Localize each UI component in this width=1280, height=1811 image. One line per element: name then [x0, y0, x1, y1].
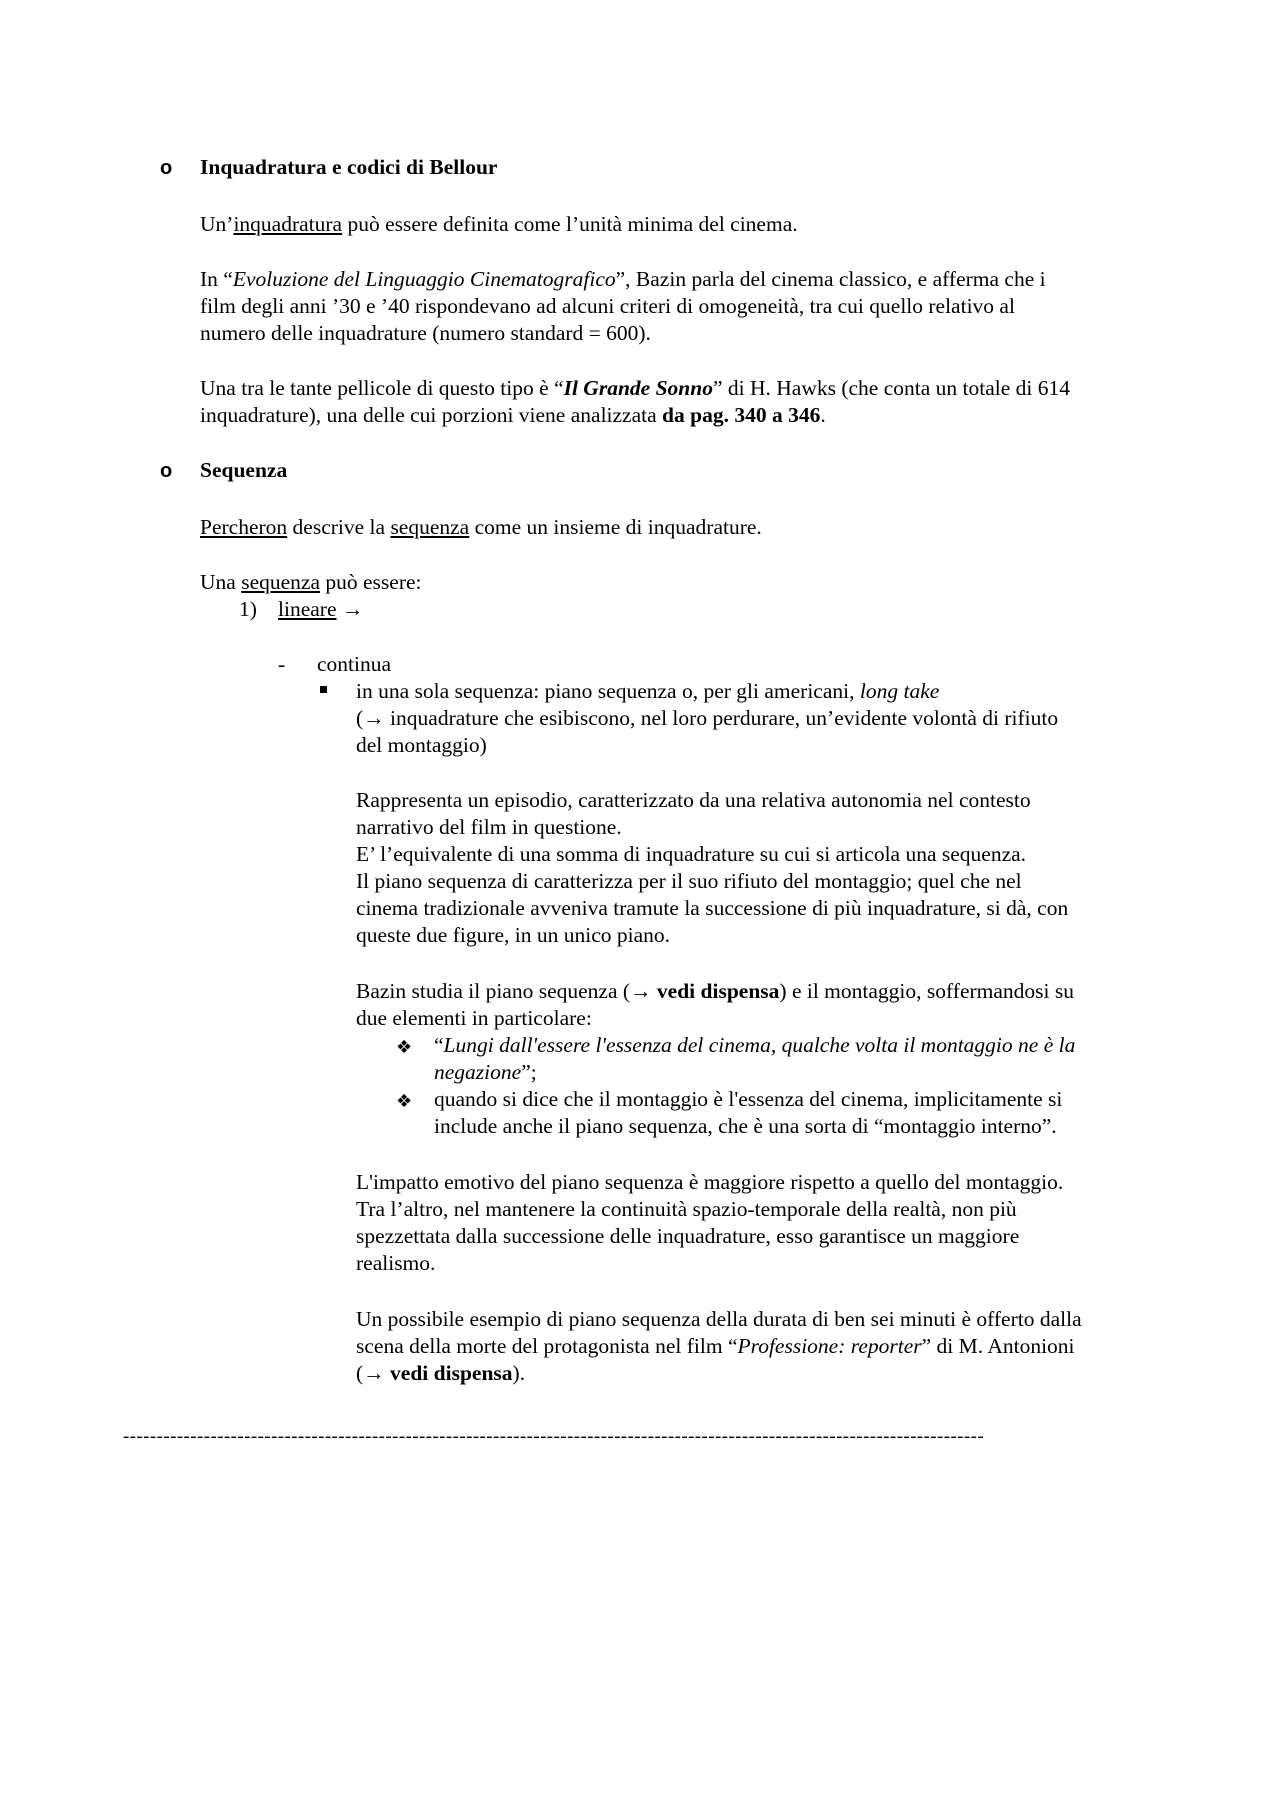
square-bullet-icon [320, 686, 327, 693]
dash-item-continua: continua [317, 652, 392, 676]
diamond-item-2-line-2: include anche il piano sequenza, che è una sorta di “montaggio interno”. [434, 1114, 1057, 1138]
paragraph-percheron: Percheron descrive la sequenza come un insieme di inquadrature. [200, 515, 762, 539]
numbered-item-number: 1) [239, 597, 257, 621]
para-d-line-3: (→ vedi dispensa). [356, 1361, 526, 1385]
diamond-item-2-line-1: quando si dice che il montaggio è l'essenza del cinema, implicitamente si [434, 1087, 1063, 1111]
para-c-line: Tra l’altro, nel mantenere la continuità spazio-temporale della realtà, non più [356, 1197, 1017, 1221]
dash-marker: - [278, 652, 286, 676]
para-c-line: spezzettata dalla successione delle inquadrature, esso garantisce un maggiore [356, 1224, 1020, 1248]
paragraph-bazin-line-1: In “Evoluzione del Linguaggio Cinematografico”, Bazin parla del cinema classico, e afferma che i [200, 267, 1046, 291]
paragraph-grande-sonno-line-1: Una tra le tante pellicole di questo tipo è “Il Grande Sonno” di H. Hawks (che conta un totale di 614 [200, 376, 1070, 400]
para-d-line-2: scena della morte del protagonista nel film “Professione: reporter” di M. Antonioni [356, 1334, 1075, 1358]
list-marker: o [160, 460, 173, 482]
diamond-bullet-icon: ❖ [396, 1091, 413, 1112]
arrow-right-icon: → [363, 1361, 385, 1385]
paragraph-bazin-line-3: numero delle inquadrature (numero standard = 600). [200, 321, 651, 345]
arrow-right-icon: → [341, 597, 364, 621]
paragraph-grande-sonno-line-2: inquadrature), una delle cui porzioni viene analizzata da pag. 340 a 346. [200, 403, 826, 427]
para-a-line: queste due figure, in un unico piano. [356, 923, 671, 947]
arrow-right-icon: → [363, 706, 385, 730]
para-c-line: realismo. [356, 1251, 436, 1275]
diamond-item-1-line-1: “Lungi dall'essere l'essenza del cinema, qualche volta il montaggio ne è la [434, 1033, 1076, 1057]
sub-item-line-2: (→ inquadrature che esibiscono, nel loro perdurare, un’evidente volontà di rifiuto [356, 706, 1059, 730]
para-a-line: narrativo del film in questione. [356, 815, 622, 839]
para-a-line: E’ l’equivalente di una somma di inquadrature su cui si articola una sequenza. [356, 842, 1027, 866]
para-d-line-1: Un possibile esempio di piano sequenza della durata di ben sei minuti è offerto dalla [356, 1307, 1082, 1331]
para-a-line: Il piano sequenza di caratterizza per il suo rifiuto del montaggio; quel che nel [356, 869, 1022, 893]
sub-item-line-1: in una sola sequenza: piano sequenza o, per gli americani, long take [356, 679, 940, 703]
para-b-line-1: Bazin studia il piano sequenza (→ vedi dispensa) e il montaggio, soffermandosi su [356, 979, 1074, 1003]
arrow-right-icon: → [630, 979, 652, 1003]
para-a-line: Rappresenta un episodio, caratterizzato da una relativa autonomia nel contesto [356, 788, 1031, 812]
list-marker: o [160, 157, 173, 179]
diamond-item-1-line-2: negazione”; [434, 1060, 537, 1084]
paragraph-bazin-line-2: film degli anni ’30 e ’40 rispondevano ad alcuni criteri di omogeneità, tra cui quello relativo al [200, 294, 1015, 318]
numbered-item-lineare: lineare → [278, 597, 364, 621]
section-heading-inquadratura: Inquadratura e codici di Bellour [200, 155, 498, 179]
paragraph-inquadratura-definition: Un’inquadratura può essere definita come l’unità minima del cinema. [200, 212, 798, 236]
diamond-bullet-icon: ❖ [396, 1037, 413, 1058]
para-a-line: cinema tradizionale avveniva tramute la successione di più inquadrature, si dà, con [356, 896, 1069, 920]
dashed-divider: -------------------------------------------------------------------------------------------------------------------------------- [123, 1426, 985, 1447]
sub-item-line-3: del montaggio) [356, 733, 487, 757]
section-heading-sequenza: Sequenza [200, 458, 288, 482]
para-b-line-2: due elementi in particolare: [356, 1006, 592, 1030]
para-c-line: L'impatto emotivo del piano sequenza è maggiore rispetto a quello del montaggio. [356, 1170, 1064, 1194]
paragraph-sequenza-types: Una sequenza può essere: [200, 570, 422, 594]
